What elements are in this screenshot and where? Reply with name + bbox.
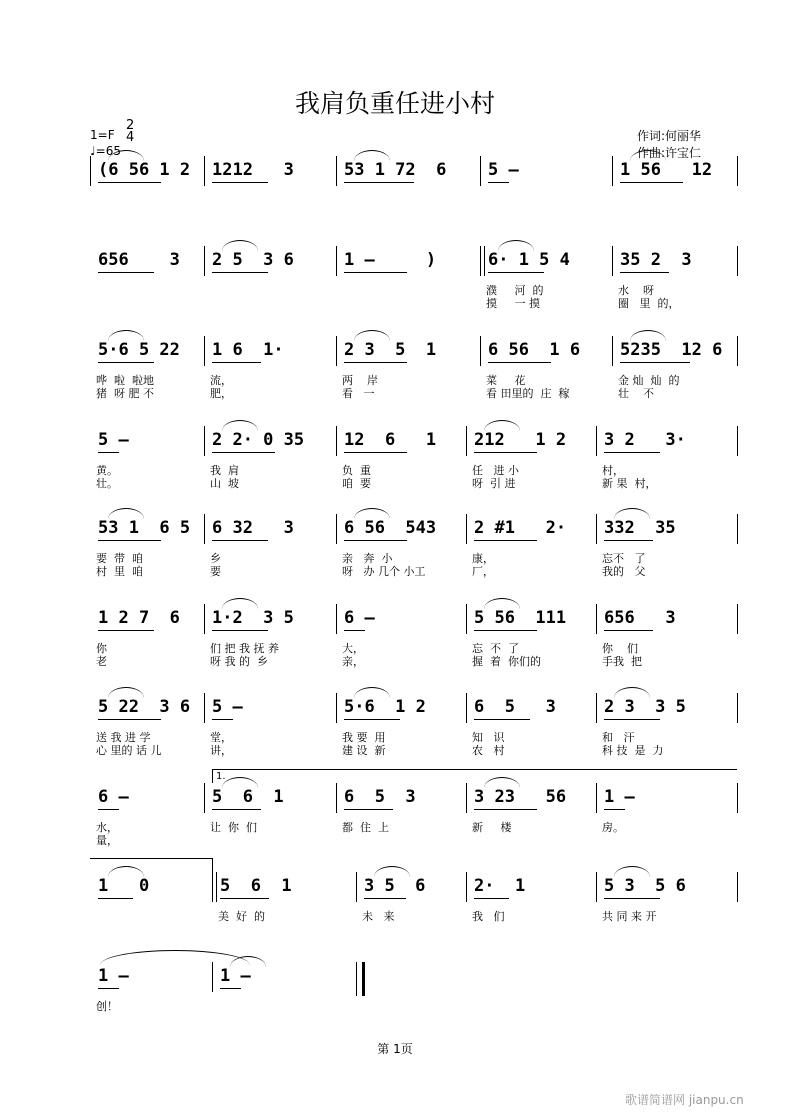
bar-line [737,336,738,366]
lyric-verse-1: 忘 不 了 [472,642,519,655]
measure-notes: 35 2 3 [620,250,692,270]
measure-notes: 1212 3 [212,160,294,180]
eighth-beam [488,362,551,363]
lyric-verse-1: 水 呀 [618,284,654,297]
measure-notes: 2 #1 2· [474,518,567,538]
bar-line [336,246,337,276]
eighth-beam [344,182,414,183]
eighth-beam [212,362,261,363]
eighth-beam [620,182,683,183]
eighth-beam [604,452,660,453]
eighth-beam [212,809,261,810]
bar-line [336,156,337,186]
slur-arc [498,240,534,251]
bar-line [737,783,738,813]
eighth-beam [364,898,406,899]
slur-arc [614,866,650,877]
measure-notes: 53 1 6 5 [98,518,191,538]
measure-notes: 5 22 3 6 [98,697,191,717]
eighth-beam [474,809,537,810]
bar-line [596,514,597,544]
lyric-verse-2: 猪 呀 肥 不 [96,387,154,400]
eighth-beam [604,898,660,899]
lyric-verse-1: 你 [96,642,107,655]
bar-line [596,693,597,723]
measure-notes: 6 – [344,608,375,628]
lyric-verse-2: 看 田里的 庄 稼 [486,387,570,400]
measure-notes: 3 23 56 [474,787,567,807]
measure-notes: 1 6 1· [212,340,284,360]
eighth-beam [98,719,161,720]
measure-notes: 5·6 5 22 [98,340,180,360]
lyric-verse-2: 呀 引 进 [472,477,516,490]
measure-notes: (6 56 1 2 [98,160,191,180]
eighth-beam [212,630,268,631]
measure-notes: 1 56 12 [620,160,713,180]
measure-notes: 2 5 3 6 [212,250,294,270]
measure-notes: 2 3 3 5 [604,697,686,717]
eighth-beam [98,809,119,810]
measure-notes: 6 32 3 [212,518,294,538]
bar-line [356,962,365,996]
lyric-verse-1: 送 我 进 学 [96,731,151,744]
time-sig-top: 2 [126,118,135,133]
bar-line [612,336,613,366]
slur-arc [354,330,390,341]
bar-line [737,693,738,723]
lyric-verse-2: 心 里的 话 儿 [96,744,162,757]
eighth-beam [212,540,268,541]
eighth-beam [98,362,154,363]
lyric-verse-1: 未 来 [362,910,395,923]
measure-notes: 2· 1 [474,876,526,896]
lyric-verse-2: 我的 父 [602,565,646,578]
eighth-beam [344,362,407,363]
bar-line [612,156,613,186]
eighth-beam [344,540,407,541]
lyric-verse-2: 呀 办 几个 小工 [342,565,426,578]
bar-line [90,156,91,186]
bar-line [204,604,205,634]
bar-line [466,783,467,813]
measure-notes: 3 5 6 [364,876,426,896]
lyric-verse-1: 我 要 用 [342,731,386,744]
eighth-beam [604,809,625,810]
lyric-verse-2: 摸 一 摸 [486,297,540,310]
lyric-verse-2: 亲， [342,655,364,668]
eighth-beam [98,988,119,989]
lyric-verse-2: 壮。 [96,477,118,490]
measure-notes: 53 1 72 6 [344,160,447,180]
eighth-beam [604,630,653,631]
slur-arc [108,330,144,341]
measure-notes: 6· 1 5 4 [488,250,570,270]
eighth-beam [220,898,269,899]
measure-notes: 3 2 3· [604,430,686,450]
volta-bracket-tick [212,858,213,872]
lyric-verse-1: 乡 [210,552,221,565]
slur-arc [614,687,650,698]
lyric-verse-1: 流， [210,374,232,387]
lyric-verse-1: 共 同 来 开 [602,910,657,923]
lyric-verse-1: 黄。 [96,464,118,477]
bar-line [466,426,467,456]
lyric-verse-2: 厂， [472,565,494,578]
lyric-verse-2: 建 设 新 [342,744,386,757]
lyric-verse-1: 村， [602,464,624,477]
eighth-beam [604,540,653,541]
key-label: 1=F [90,128,115,142]
measure-notes: 1 – [98,966,129,986]
bar-line [596,783,597,813]
measure-notes: 6 56 543 [344,518,437,538]
measure-notes: 1 2 7 6 [98,608,180,628]
measure-notes: 332 35 [604,518,676,538]
lyric-verse-1: 两 岸 [342,374,378,387]
lyric-verse-1: 大， [342,642,364,655]
measure-notes: 1 0 [98,876,150,896]
eighth-beam [604,719,660,720]
eighth-beam [212,452,275,453]
lyric-verse-1: 我 肩 [210,464,239,477]
bar-line [612,246,613,276]
eighth-beam [212,719,233,720]
measure-notes: 6 – [98,787,129,807]
slur-arc [222,598,258,609]
lyric-verse-1: 房。 [602,821,624,834]
bar-line [596,872,597,902]
eighth-beam [620,272,669,273]
volta-bracket-tick [212,769,213,783]
measure-notes: 1 – [220,966,251,986]
slur-arc [108,508,144,519]
lyric-verse-2: 村 里 咱 [96,565,143,578]
measure-notes: 5 – [488,160,519,180]
measure-notes: 5·6 1 2 [344,697,426,717]
lyric-verse-1: 哗 啦 啦地 [96,374,154,387]
eighth-beam [98,630,154,631]
slur-arc [354,150,390,161]
eighth-beam [98,272,154,273]
time-signature [126,120,134,144]
bar-line [480,156,481,186]
lyric-verse-2: 农 村 [472,744,505,757]
slur-arc [630,330,666,341]
eighth-beam [488,182,509,183]
bar-line [737,156,738,186]
measure-notes: 1·2 3 5 [212,608,294,628]
lyric-verse-2: 咱 要 [342,477,371,490]
bar-line [336,604,337,634]
slur-arc [484,777,520,788]
slur-arc [222,777,258,788]
slur-arc [222,420,258,431]
bar-line [737,246,738,276]
page-number: 第 1页 [377,1042,413,1056]
eighth-beam [98,452,119,453]
bar-line [336,336,337,366]
composer-credit: 作曲:许宝仁 [637,146,702,160]
volta-bracket-line [212,769,737,770]
lyric-verse-1: 们 把 我 抚 养 [210,642,279,655]
measure-notes: 5 – [98,430,129,450]
bar-line [336,693,337,723]
measure-notes: 5 3 5 6 [604,876,686,896]
bar-line [737,514,738,544]
eighth-beam [474,452,537,453]
bar-line [596,426,597,456]
eighth-beam [474,898,509,899]
measure-notes: 1 – [604,787,635,807]
bar-line [336,783,337,813]
lyric-verse-1: 要 带 咱 [96,552,143,565]
bar-line [737,604,738,634]
measure-notes: 6 56 1 6 [488,340,581,360]
lyric-verse-1: 都 住 上 [342,821,389,834]
eighth-beam [344,809,393,810]
lyric-verse-2: 呀 我 的 乡 [210,655,268,668]
song-title: 我肩负重任进小村 [294,89,495,118]
eighth-beam [212,272,268,273]
eighth-beam [344,719,400,720]
bar-line [204,514,205,544]
lyric-verse-1: 水， [96,821,118,834]
bar-line [480,246,485,276]
lyric-verse-2: 山 坡 [210,477,239,490]
eighth-beam [344,452,407,453]
slur-arc [484,420,520,431]
watermark: 歌谱简谱网 jianpu.cn [625,1093,744,1107]
eighth-beam [98,898,133,899]
bar-line [466,604,467,634]
bar-line [204,336,205,366]
bar-line [356,872,357,902]
tie-arc [100,950,250,965]
eighth-beam [620,362,690,363]
slur-arc [108,866,144,877]
slur-arc [108,150,144,161]
measure-notes: 2 2· 0 35 [212,430,305,450]
lyric-verse-1: 创！ [96,1000,118,1013]
volta-label: 1. [216,771,226,782]
lyric-verse-1: 濮 河 的 [486,284,544,297]
lyric-verse-1: 任 进 小 [472,464,519,477]
measure-notes: 2 3 5 1 [344,340,437,360]
eighth-beam [344,630,365,631]
lyric-verse-1: 知 识 [472,731,505,744]
lyric-verse-2: 壮 不 [618,387,654,400]
lyric-verse-2: 握 着 你们的 [472,655,541,668]
tempo-marking: ♩=65 [90,144,121,158]
lyric-verse-1: 菜 花 [486,374,526,387]
measure-notes: 5 6 1 [220,876,292,896]
eighth-beam [344,272,407,273]
bar-line [204,156,205,186]
measure-notes: 6 5 3 [344,787,416,807]
measure-notes: 5 6 1 [212,787,284,807]
lyric-verse-1: 美 好 的 [218,910,265,923]
eighth-beam [474,630,537,631]
bar-line [336,514,337,544]
eighth-beam [212,182,268,183]
bar-line [596,604,597,634]
lyric-verse-2: 要 [210,565,221,578]
slur-arc [108,687,144,698]
lyric-verse-2: 讲， [210,744,232,757]
slur-arc [354,687,390,698]
eighth-beam [474,719,530,720]
lyric-verse-1: 让 你 们 [210,821,257,834]
bar-line [204,693,205,723]
measure-notes: 656 3 [604,608,676,628]
volta-bracket-line [90,858,212,859]
bar-line [212,872,217,902]
measure-notes: 5 56 111 [474,608,567,628]
bar-line [204,426,205,456]
lyric-verse-1: 新 楼 [472,821,512,834]
measure-notes: 1 – ) [344,250,437,270]
lyric-verse-1: 和 汗 [602,731,635,744]
lyric-verse-1: 康， [472,552,494,565]
lyric-verse-2: 科 技 是 力 [602,744,664,757]
lyric-verse-2: 量， [96,834,118,847]
eighth-beam [488,272,544,273]
slur-arc [614,508,650,519]
eighth-beam [98,182,161,183]
lyric-verse-1: 忘不 了 [602,552,646,565]
eighth-beam [98,540,161,541]
slur-arc [222,240,258,251]
bar-line [737,872,738,902]
bar-line [336,426,337,456]
lyric-verse-1: 亲 奔 小 [342,552,393,565]
bar-line [466,693,467,723]
lyric-verse-1: 金 灿 灿 的 [618,374,680,387]
measure-notes: 212 1 2 [474,430,567,450]
time-sig-bottom: 4 [126,130,135,145]
measure-notes: 656 3 [98,250,180,270]
bar-line [466,514,467,544]
lyric-verse-2: 新 果 村， [602,477,657,490]
lyric-verse-1: 负 重 [342,464,371,477]
lyric-verse-2: 圈 里 的， [618,297,680,310]
measure-notes: 12 6 1 [344,430,437,450]
measure-notes: 5235 12 6 [620,340,723,360]
bar-line [212,962,213,992]
lyric-verse-1: 堂， [210,731,232,744]
bar-line [204,783,205,813]
slur-arc [354,508,390,519]
key-signature [90,118,135,145]
lyric-verse-2: 肥， [210,387,232,400]
lyric-verse-2: 手我 把 [602,655,642,668]
measure-notes: 6 5 3 [474,697,556,717]
bar-line [737,426,738,456]
measure-notes: 5 – [212,697,243,717]
lyricist-credit: 作词:何丽华 [637,129,702,143]
lyric-verse-2: 老 [96,655,107,668]
eighth-beam [474,540,537,541]
slur-arc [484,598,520,609]
bar-line [204,246,205,276]
eighth-beam [220,988,241,989]
lyric-verse-2: 看 一 [342,387,375,400]
lyric-verse-1: 我 们 [472,910,505,923]
bar-line [480,336,481,366]
bar-line [466,872,467,902]
lyric-verse-1: 你 们 [602,642,638,655]
slur-arc [374,866,410,877]
